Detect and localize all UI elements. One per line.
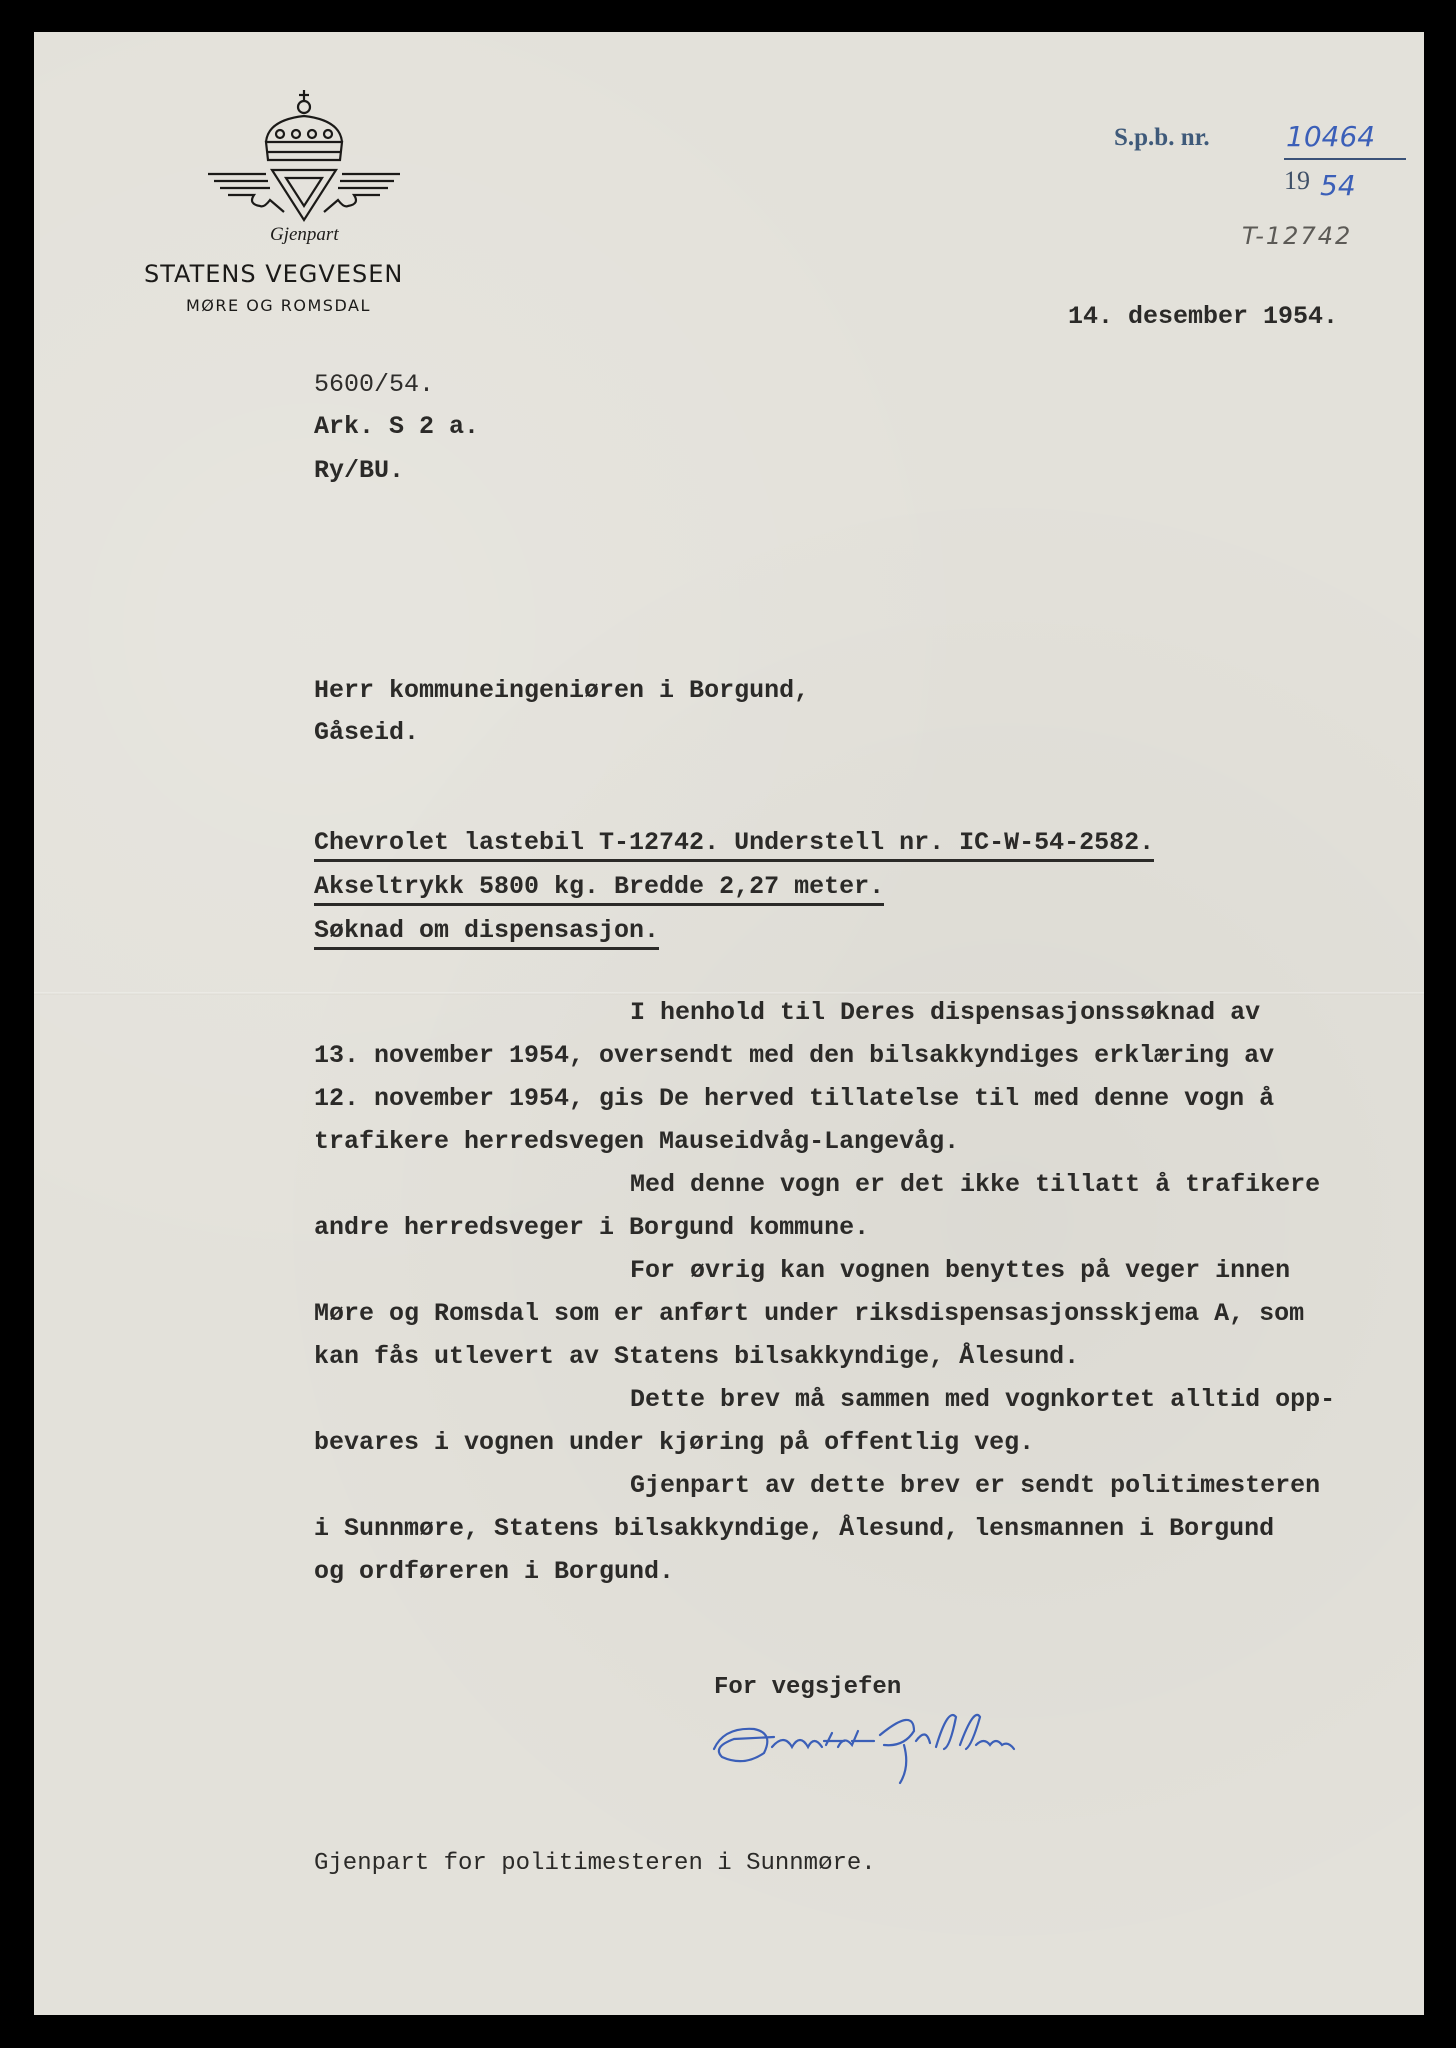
paper-fold-line — [34, 992, 1424, 995]
stamp-year-suffix: 54 — [1320, 169, 1356, 202]
body-line: Gjenpart av dette brev er sendt politimesteren — [630, 1471, 1321, 1500]
body-line: kan fås utlevert av Statens bilsakkyndige, Ålesund. — [314, 1342, 1080, 1371]
body-line: 12. november 1954, gis De herved tillatelse til med denne vogn å — [314, 1084, 1275, 1113]
stamp-divider — [1284, 158, 1406, 160]
crown-winged-triangle-emblem-icon — [204, 82, 404, 232]
signature-for-label: For vegsjefen — [714, 1674, 902, 1701]
reference-line: 5600/54. — [314, 370, 435, 399]
body-line: Med denne vogn er det ikke tillatt å trafikere — [630, 1170, 1321, 1199]
organization-name: STATENS VEGVESEN — [144, 260, 404, 288]
body-line: og ordføreren i Borgund. — [314, 1557, 675, 1586]
body-line: andre herredsveger i Borgund kommune. — [314, 1213, 870, 1242]
stamp-label: S.p.b. nr. — [1114, 124, 1210, 151]
subject-line: Akseltrykk 5800 kg. Bredde 2,27 meter. — [314, 872, 884, 906]
handwritten-signature-icon — [704, 1687, 1064, 1787]
subject-line: Søknad om dispensasjon. — [314, 916, 659, 950]
recipient-line: Gåseid. — [314, 718, 420, 747]
letter-date: 14. desember 1954. — [1068, 302, 1339, 331]
recipient-line: Herr kommuneingeniøren i Borgund, — [314, 676, 810, 705]
body-line: bevares i vognen under kjøring på offentlig veg. — [314, 1428, 1035, 1457]
body-line: trafikere herredsvegen Mauseidvåg-Langevåg. — [314, 1127, 960, 1156]
body-line: Dette brev må sammen med vognkortet alltid opp- — [630, 1385, 1336, 1414]
stamp-number: 10464 — [1286, 120, 1376, 153]
reference-line: Ry/BU. — [314, 456, 405, 485]
document-page — [34, 32, 1424, 2015]
body-line: For øvrig kan vognen benyttes på veger innen — [630, 1256, 1291, 1285]
body-line: 13. november 1954, oversendt med den bilsakkyndiges erklæring av — [314, 1041, 1275, 1070]
organization-region: MØRE OG ROMSDAL — [186, 296, 371, 315]
pencil-note: T-12742 — [1242, 222, 1353, 250]
subject-line: Chevrolet lastebil T-12742. Understell nr. IC-W-54-2582. — [314, 828, 1154, 862]
copy-distribution-note: Gjenpart for politimesteren i Sunnmøre. — [314, 1850, 876, 1877]
stamp-year-prefix: 19 — [1284, 166, 1310, 195]
body-line: I henhold til Deres dispensasjonssøknad av — [630, 998, 1261, 1027]
reference-line: Ark. S 2 a. — [314, 412, 480, 441]
body-line: Møre og Romsdal som er anført under riksdispensasjonsskjema A, som — [314, 1299, 1305, 1328]
body-line: i Sunnmøre, Statens bilsakkyndige, Ålesund, lensmannen i Borgund — [314, 1514, 1275, 1543]
copy-label: Gjenpart — [270, 224, 339, 245]
